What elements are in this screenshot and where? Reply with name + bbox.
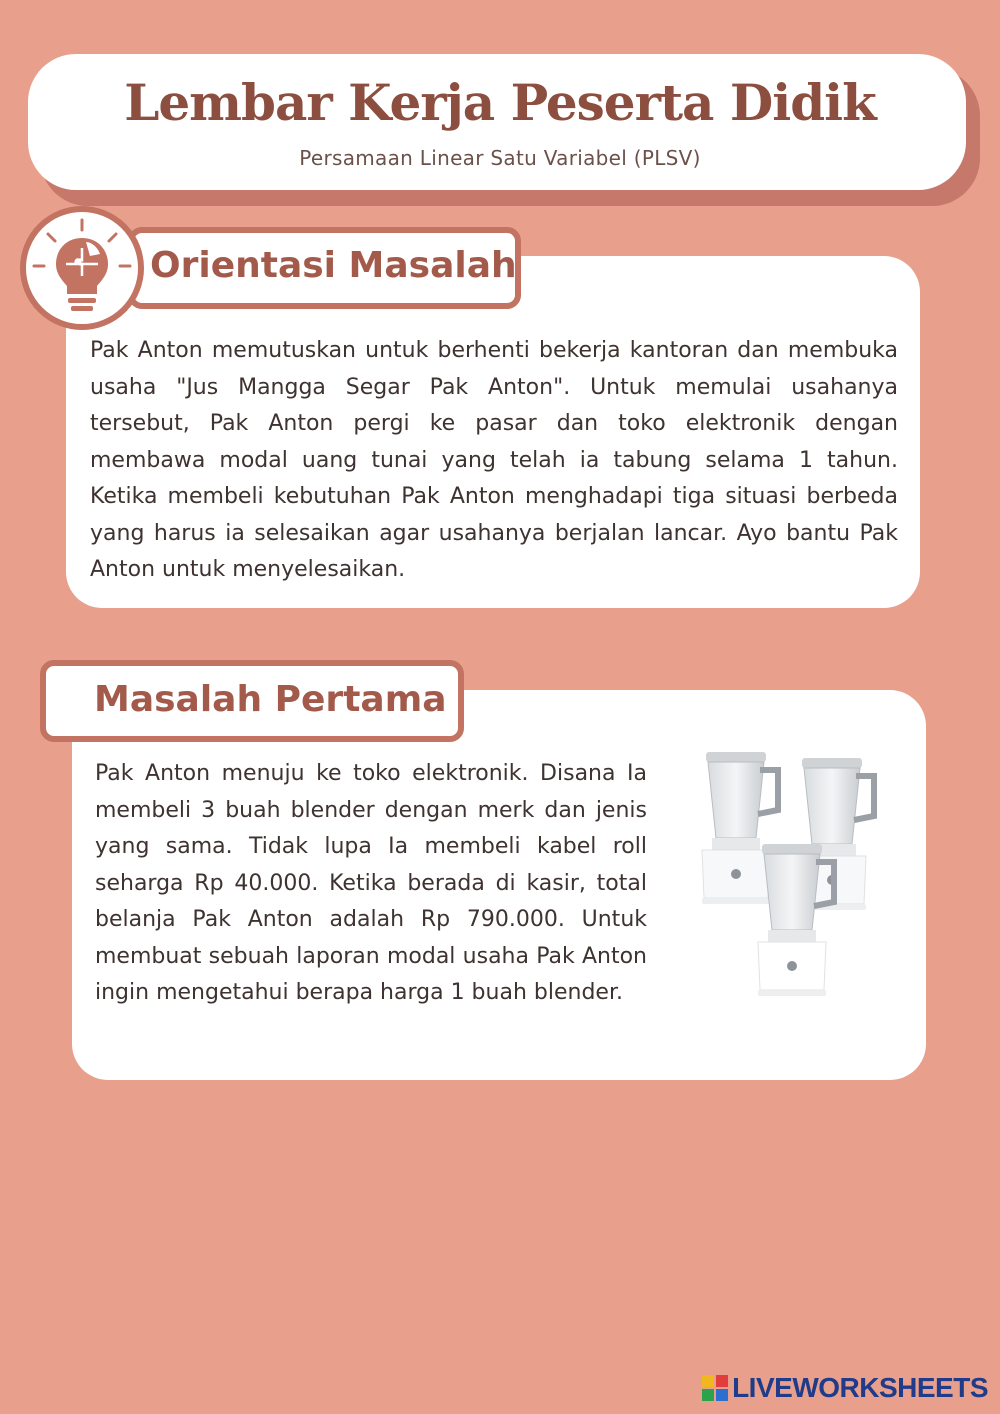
three-blenders-image bbox=[690, 746, 890, 1006]
orientation-text: Pak Anton memutuskan untuk berhenti bekerja kantoran dan membuka usaha "Jus Mangga Segar Pak Anton". Untuk memulai usahanya tersebut, Pak Anton pergi ke pasar dan toko elektronik dengan membawa modal uang tunai yang telah ia tabung selama 1 tahun. Ketika membeli kebutuhan Pak Anton menghadapi tiga situasi berbeda yang harus ia selesaikan agar usahanya berjalan lancar. Ayo bantu Pak Anton untuk menyelesaikan. bbox=[90, 338, 898, 582]
liveworksheets-footer[interactable] bbox=[702, 1372, 988, 1404]
lightbulb-puzzle-icon bbox=[20, 206, 144, 330]
page-subtitle: Persamaan Linear Satu Variabel (PLSV) bbox=[299, 146, 701, 170]
problem-one-text: Pak Anton menuju ke toko elektronik. Disana Ia membeli 3 buah blender dengan merk dan jenis yang sama. Tidak lupa Ia membeli kabel roll seharga Rp 40.000. Ketika berada di kasir, total belanja Pak Anton adalah Rp 790.000. Untuk membuat sebuah laporan modal usaha Pak Anton ingin mengetahui berapa harga 1 buah blender. bbox=[95, 761, 647, 1005]
liveworksheets-logo-icon bbox=[702, 1375, 728, 1401]
orientation-heading: Orientasi Masalah bbox=[150, 245, 517, 286]
problem-one-heading: Masalah Pertama bbox=[94, 679, 447, 720]
page-title: Lembar Kerja Peserta Didik bbox=[124, 73, 876, 132]
footer-brand: LIVEWORKSHEETS bbox=[732, 1372, 988, 1403]
